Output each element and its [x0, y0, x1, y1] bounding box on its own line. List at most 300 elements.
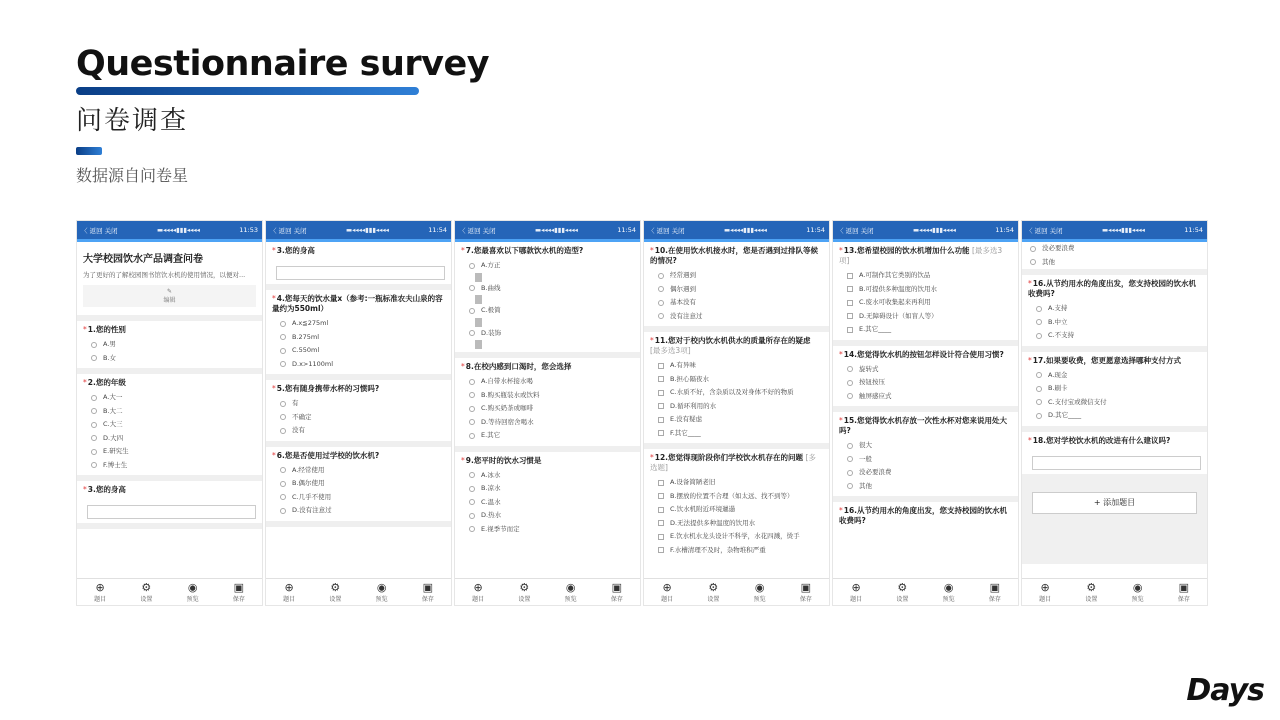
tab-设置[interactable] — [140, 582, 152, 603]
option-item[interactable] — [83, 352, 256, 366]
option-item[interactable] — [461, 389, 634, 403]
option-item[interactable] — [272, 344, 445, 358]
tab-icon: ⊕ — [662, 580, 672, 594]
option-item[interactable] — [650, 269, 823, 283]
tab-题目[interactable] — [94, 582, 106, 603]
close-button[interactable]: 关闭 — [293, 226, 307, 235]
option-label: B.大二 — [103, 406, 123, 415]
option-label: 没必要浪费 — [859, 468, 892, 476]
option-item[interactable] — [1028, 316, 1201, 330]
option-item[interactable] — [461, 402, 634, 416]
option-item[interactable] — [839, 480, 1012, 494]
option-item[interactable] — [272, 358, 445, 372]
option-item[interactable] — [272, 397, 445, 411]
question-block — [77, 481, 262, 501]
brand-logo: Days — [1186, 673, 1264, 708]
radio-button[interactable] — [658, 273, 664, 279]
tab-label: 预览 — [375, 595, 388, 603]
option-label: D.无法提供多种温度的饮用水 — [670, 518, 756, 527]
option-label: E.视季节而定 — [481, 524, 520, 533]
option-item[interactable] — [272, 317, 445, 331]
tab-预览[interactable] — [187, 582, 199, 603]
radio-button[interactable] — [847, 483, 853, 489]
radio-button[interactable] — [469, 406, 475, 412]
radio-button[interactable] — [1036, 306, 1042, 312]
clock: 11:53 — [239, 226, 258, 234]
radio-button[interactable] — [847, 393, 853, 399]
radio-button[interactable] — [469, 285, 475, 291]
tab-设置[interactable] — [896, 582, 908, 603]
option-label: B.刷卡 — [1048, 384, 1068, 392]
option-label: 没有注意过 — [670, 311, 703, 320]
add-question-area — [1022, 474, 1207, 564]
radio-button[interactable] — [847, 470, 853, 476]
option-item[interactable] — [839, 323, 1012, 337]
radio-button[interactable] — [280, 508, 286, 514]
tab-预览[interactable] — [565, 582, 577, 603]
option-label: C.温水 — [481, 497, 501, 506]
radio-button[interactable] — [280, 494, 286, 500]
option-item[interactable] — [461, 375, 634, 389]
tab-label: 题目 — [472, 595, 485, 603]
option-item[interactable] — [1028, 382, 1201, 396]
radio-button[interactable] — [1030, 246, 1036, 252]
question-block — [77, 321, 262, 368]
tab-预览[interactable] — [376, 582, 388, 603]
option-item[interactable] — [839, 283, 1012, 297]
option-item[interactable] — [839, 310, 1012, 324]
option-label: B.偶尔使用 — [292, 479, 325, 487]
survey-description: 为了更好的了解校园图书馆饮水机的使用情况，以便对... — [83, 271, 246, 279]
option-item[interactable] — [272, 504, 445, 518]
option-label: C.购买奶茶或咖啡 — [481, 404, 534, 412]
status-bar — [266, 221, 451, 239]
checkbox[interactable] — [658, 376, 664, 382]
section-marker — [76, 147, 102, 155]
option-label: D.大四 — [103, 433, 124, 442]
question-title: *16.从节约用水的角度出发，您支持校园的饮水机收费吗? — [839, 506, 1008, 525]
radio-button[interactable] — [280, 401, 286, 407]
option-item[interactable] — [650, 283, 823, 297]
radio-button[interactable] — [1036, 386, 1042, 392]
survey-content — [644, 242, 829, 578]
survey-content — [266, 242, 451, 578]
option-label: 没有 — [292, 426, 305, 434]
option-item[interactable] — [461, 327, 634, 341]
radio-button[interactable] — [469, 419, 475, 425]
radio-button[interactable] — [280, 361, 286, 367]
question-title: *12.您觉得现阶段你们学校饮水机存在的问题 [多选题] — [650, 453, 816, 472]
radio-button[interactable] — [91, 408, 97, 414]
option-label: 其他 — [859, 481, 872, 490]
option-item[interactable] — [83, 418, 256, 432]
radio-button[interactable] — [280, 481, 286, 487]
question-title: *10.在使用饮水机接水时，您是否遇到过排队等候的情况? — [650, 246, 819, 265]
option-label: A.可制作其它类别的饮品 — [859, 271, 931, 279]
tab-label: 设置 — [896, 595, 909, 603]
tab-label: 保存 — [799, 595, 812, 603]
tab-icon: ▣ — [422, 580, 434, 594]
option-item[interactable] — [839, 296, 1012, 310]
tab-设置[interactable] — [1085, 582, 1097, 603]
tab-icon: ◉ — [187, 580, 198, 594]
option-item[interactable] — [461, 509, 634, 523]
page-title-cn: 问卷调查 — [76, 106, 189, 136]
phone-screenshot-2 — [265, 220, 452, 606]
checkbox[interactable] — [847, 286, 853, 292]
option-label: B.275ml — [292, 332, 320, 341]
option-label: C.大三 — [103, 420, 123, 428]
question-title: *3.您的身高 — [272, 246, 315, 255]
option-item[interactable] — [272, 464, 445, 478]
tab-icon: ⚙ — [330, 580, 341, 594]
tab-icon: ◉ — [376, 580, 387, 594]
tab-预览[interactable] — [754, 582, 766, 603]
question-block — [1022, 275, 1207, 346]
tab-icon: ⊕ — [851, 580, 861, 594]
radio-button[interactable] — [91, 449, 97, 455]
option-label: C.废水可收集起来再利用 — [859, 298, 931, 306]
question-title: *9.您平时的饮水习惯是 — [461, 455, 542, 465]
text-input[interactable] — [87, 505, 256, 519]
radio-button[interactable] — [847, 380, 853, 386]
close-button[interactable]: 关闭 — [482, 226, 496, 235]
option-item[interactable] — [83, 338, 256, 352]
question-title: *8.在校内感到口渴时，您会选择 — [461, 362, 572, 371]
option-item[interactable] — [650, 517, 823, 531]
section-divider — [77, 523, 262, 529]
question-title: *2.您的年级 — [83, 378, 126, 387]
checkbox[interactable] — [658, 534, 664, 540]
tab-预览[interactable] — [1132, 582, 1144, 603]
radio-button[interactable] — [847, 456, 853, 462]
section-divider — [266, 521, 451, 527]
radio-button[interactable] — [91, 435, 97, 441]
question-block — [833, 242, 1018, 340]
option-item[interactable] — [839, 390, 1012, 404]
radio-button[interactable] — [1036, 413, 1042, 419]
radio-button[interactable] — [847, 366, 853, 372]
option-item[interactable] — [839, 439, 1012, 453]
radio-button[interactable] — [1036, 399, 1042, 405]
back-button[interactable]: 〈 返回 — [81, 226, 103, 235]
option-item[interactable] — [1028, 302, 1201, 316]
radio-button[interactable] — [469, 513, 475, 519]
option-item[interactable] — [1022, 242, 1207, 256]
option-label: B.购买瓶装水或饮料 — [481, 390, 540, 399]
radio-button[interactable] — [469, 392, 475, 398]
option-item[interactable] — [650, 476, 823, 490]
option-item[interactable] — [1028, 396, 1201, 410]
option-item[interactable] — [272, 491, 445, 505]
option-item[interactable] — [650, 503, 823, 517]
checkbox[interactable] — [847, 300, 853, 306]
radio-button[interactable] — [1036, 333, 1042, 339]
option-label: 有 — [292, 399, 299, 407]
option-item[interactable] — [650, 413, 823, 427]
radio-button[interactable] — [469, 263, 475, 269]
tab-label: 题目 — [1039, 595, 1052, 603]
tab-设置[interactable] — [329, 582, 341, 603]
question-block — [833, 412, 1018, 496]
status-bar — [644, 221, 829, 239]
tab-设置[interactable] — [518, 582, 530, 603]
tab-题目[interactable] — [1039, 582, 1051, 603]
radio-button[interactable] — [469, 330, 475, 336]
radio-button[interactable] — [469, 308, 475, 314]
option-item[interactable] — [461, 429, 634, 443]
tab-题目[interactable] — [661, 582, 673, 603]
option-label: 旋转式 — [859, 364, 879, 373]
checkbox[interactable] — [658, 363, 664, 369]
tab-label: 预览 — [564, 595, 577, 603]
option-label: 很大 — [859, 441, 872, 449]
radio-button[interactable] — [469, 499, 475, 505]
phone-screenshot-4 — [643, 220, 830, 606]
option-label: C.饮水机附近环境邋遢 — [670, 505, 736, 513]
question-block — [1022, 352, 1207, 426]
data-source-note: 数据源自问卷星 — [76, 166, 189, 185]
option-item[interactable] — [650, 386, 823, 400]
option-item[interactable] — [650, 310, 823, 324]
option-item[interactable] — [272, 411, 445, 425]
radio-button[interactable] — [91, 355, 97, 361]
text-input[interactable] — [276, 266, 445, 280]
tab-预览[interactable] — [943, 582, 955, 603]
close-button[interactable]: 关闭 — [860, 226, 874, 235]
edit-button[interactable]: ✎ 编辑 — [83, 285, 256, 307]
checkbox[interactable] — [658, 417, 664, 423]
clock: 11:54 — [995, 226, 1014, 234]
tab-label: 预览 — [942, 595, 955, 603]
radio-button[interactable] — [658, 313, 664, 319]
survey-content — [833, 242, 1018, 578]
tab-icon: ⚙ — [519, 580, 530, 594]
option-item[interactable] — [461, 469, 634, 483]
option-item[interactable] — [650, 359, 823, 373]
tab-icon: ▣ — [800, 580, 812, 594]
option-label: B.担心隔夜水 — [670, 374, 710, 383]
clock: 11:54 — [806, 226, 825, 234]
radio-button[interactable] — [280, 428, 286, 434]
radio-button[interactable] — [658, 286, 664, 292]
radio-button[interactable] — [1036, 319, 1042, 325]
radio-button[interactable] — [469, 526, 475, 532]
tab-保存[interactable] — [800, 582, 812, 603]
option-label: 一般 — [859, 454, 872, 463]
option-item[interactable] — [83, 405, 256, 419]
tab-label: 保存 — [988, 595, 1001, 603]
close-button[interactable]: 关闭 — [671, 226, 685, 235]
option-item[interactable] — [650, 544, 823, 558]
tab-设置[interactable] — [707, 582, 719, 603]
clock: 11:54 — [428, 226, 447, 234]
tab-icon: ⚙ — [141, 580, 152, 594]
tab-题目[interactable] — [850, 582, 862, 603]
option-item[interactable] — [650, 373, 823, 387]
status-icons: ▬◂◂◂◂▮▮▮◂◂◂◂ — [345, 226, 389, 234]
option-item[interactable] — [83, 432, 256, 446]
checkbox[interactable] — [847, 273, 853, 279]
question-block — [455, 452, 640, 540]
checkbox[interactable] — [658, 547, 664, 553]
tab-保存[interactable] — [422, 582, 434, 603]
checkbox[interactable] — [658, 480, 664, 486]
bottom-toolbar — [266, 578, 451, 605]
add-question-button[interactable]: + 添加题目 — [1032, 492, 1197, 514]
tab-label: 设置 — [329, 595, 342, 603]
option-item[interactable] — [272, 331, 445, 345]
option-item[interactable] — [461, 259, 634, 273]
status-icons: ▬◂◂◂◂▮▮▮◂◂◂◂ — [723, 226, 767, 234]
option-item[interactable] — [839, 376, 1012, 390]
tab-题目[interactable] — [472, 582, 484, 603]
tab-保存[interactable] — [233, 582, 245, 603]
product-image — [475, 318, 482, 327]
tab-icon: ▣ — [989, 580, 1001, 594]
back-button[interactable]: 〈 返回 — [837, 226, 859, 235]
phone-screenshot-6 — [1021, 220, 1208, 606]
radio-button[interactable] — [280, 348, 286, 354]
clock: 11:54 — [1184, 226, 1203, 234]
tab-保存[interactable] — [989, 582, 1001, 603]
option-item[interactable] — [650, 490, 823, 504]
checkbox[interactable] — [847, 327, 853, 333]
status-icons: ▬◂◂◂◂▮▮▮◂◂◂◂ — [1101, 226, 1145, 234]
question-block — [1022, 432, 1207, 452]
radio-button[interactable] — [1036, 372, 1042, 378]
checkbox[interactable] — [658, 390, 664, 396]
radio-button[interactable] — [1030, 259, 1036, 265]
status-icons: ▬◂◂◂◂▮▮▮◂◂◂◂ — [912, 226, 956, 234]
tab-icon: ⊕ — [95, 580, 105, 594]
close-button[interactable]: 关闭 — [1049, 226, 1063, 235]
radio-button[interactable] — [469, 433, 475, 439]
question-block — [833, 502, 1018, 532]
option-label: D.等待回宿舍喝水 — [481, 417, 534, 426]
option-item[interactable] — [83, 391, 256, 405]
product-image — [475, 295, 482, 304]
title-underline — [76, 87, 419, 95]
question-title: *18.您对学校饮水机的改进有什么建议吗? — [1028, 435, 1171, 445]
tab-保存[interactable] — [611, 582, 623, 603]
radio-button[interactable] — [91, 342, 97, 348]
radio-button[interactable] — [847, 443, 853, 449]
status-bar — [77, 221, 262, 239]
checkbox[interactable] — [847, 313, 853, 319]
back-button[interactable]: 〈 返回 — [648, 226, 670, 235]
option-label: B.女 — [103, 353, 117, 362]
radio-button[interactable] — [91, 462, 97, 468]
option-item[interactable] — [461, 523, 634, 537]
phone-screenshot-3 — [454, 220, 641, 606]
option-label: E.其它 — [481, 431, 501, 439]
question-title: *17.如果要收费，您更愿意选择哪种支付方式 — [1028, 355, 1182, 365]
radio-button[interactable] — [91, 395, 97, 401]
back-button[interactable]: 〈 返回 — [1026, 226, 1048, 235]
option-label: F.其它____ — [670, 428, 701, 437]
checkbox[interactable] — [658, 507, 664, 513]
option-label: 基本没有 — [670, 298, 696, 306]
option-label: C.极简 — [481, 306, 501, 314]
option-item[interactable] — [650, 530, 823, 544]
radio-button[interactable] — [469, 472, 475, 478]
option-item[interactable] — [1028, 409, 1201, 423]
radio-button[interactable] — [280, 334, 286, 340]
option-label: A.大一 — [103, 393, 123, 401]
option-label: B.摆放的位置不合理（如太远、找不到等） — [670, 491, 794, 500]
tab-label: 预览 — [186, 595, 199, 603]
option-label: A.经常使用 — [292, 465, 325, 474]
option-item[interactable] — [83, 445, 256, 459]
question-block: *7.您最喜欢以下哪款饮水机的造型? A.方正 B.曲线 C.极简 D.装饰 — [455, 242, 640, 352]
option-item[interactable] — [83, 459, 256, 473]
back-button[interactable]: 〈 返回 — [459, 226, 481, 235]
option-item[interactable] — [272, 477, 445, 491]
option-item[interactable] — [461, 282, 634, 296]
text-input[interactable] — [1032, 456, 1201, 470]
option-item[interactable] — [839, 466, 1012, 480]
radio-button[interactable] — [280, 414, 286, 420]
radio-button[interactable] — [469, 379, 475, 385]
option-item[interactable] — [839, 453, 1012, 467]
option-item[interactable] — [1028, 369, 1201, 383]
question-title: *5.您有随身携带水杯的习惯吗? — [272, 384, 380, 393]
survey-cover — [77, 242, 262, 315]
option-item[interactable] — [1028, 329, 1201, 343]
page-title-en: Questionnaire survey — [76, 44, 490, 84]
option-item[interactable] — [272, 424, 445, 438]
tab-icon: ⊕ — [1040, 580, 1050, 594]
option-item[interactable] — [461, 482, 634, 496]
option-label: D.没有注意过 — [292, 506, 332, 514]
back-button[interactable]: 〈 返回 — [270, 226, 292, 235]
bottom-toolbar — [833, 578, 1018, 605]
option-item[interactable] — [839, 269, 1012, 283]
option-item[interactable] — [461, 416, 634, 430]
phone-screenshot-5 — [832, 220, 1019, 606]
radio-button[interactable] — [469, 486, 475, 492]
radio-button[interactable] — [91, 422, 97, 428]
radio-button[interactable] — [658, 300, 664, 306]
question-title: *14.您觉得饮水机的按钮怎样设计符合使用习惯? — [839, 349, 1004, 359]
checkbox[interactable] — [658, 430, 664, 436]
survey-content — [455, 242, 640, 578]
option-item[interactable] — [461, 304, 634, 318]
tab-label: 题目 — [94, 595, 107, 603]
radio-button[interactable] — [280, 321, 286, 327]
option-item[interactable] — [650, 400, 823, 414]
tab-题目[interactable] — [283, 582, 295, 603]
checkbox[interactable] — [658, 493, 664, 499]
radio-button[interactable] — [280, 467, 286, 473]
tab-icon: ◉ — [754, 580, 765, 594]
checkbox[interactable] — [658, 403, 664, 409]
option-label: B.可提供多种温度的饮用水 — [859, 284, 938, 293]
option-label: 其他 — [1042, 257, 1055, 266]
option-item[interactable] — [461, 496, 634, 510]
close-button[interactable]: 关闭 — [104, 226, 118, 235]
tab-保存[interactable] — [1178, 582, 1190, 603]
checkbox[interactable] — [658, 520, 664, 526]
option-item[interactable] — [1022, 256, 1207, 270]
option-item[interactable] — [650, 296, 823, 310]
option-label: 不确定 — [292, 412, 312, 421]
option-item[interactable] — [650, 427, 823, 441]
option-item[interactable] — [839, 363, 1012, 377]
bottom-toolbar — [644, 578, 829, 605]
option-label: A.冰水 — [481, 470, 501, 479]
